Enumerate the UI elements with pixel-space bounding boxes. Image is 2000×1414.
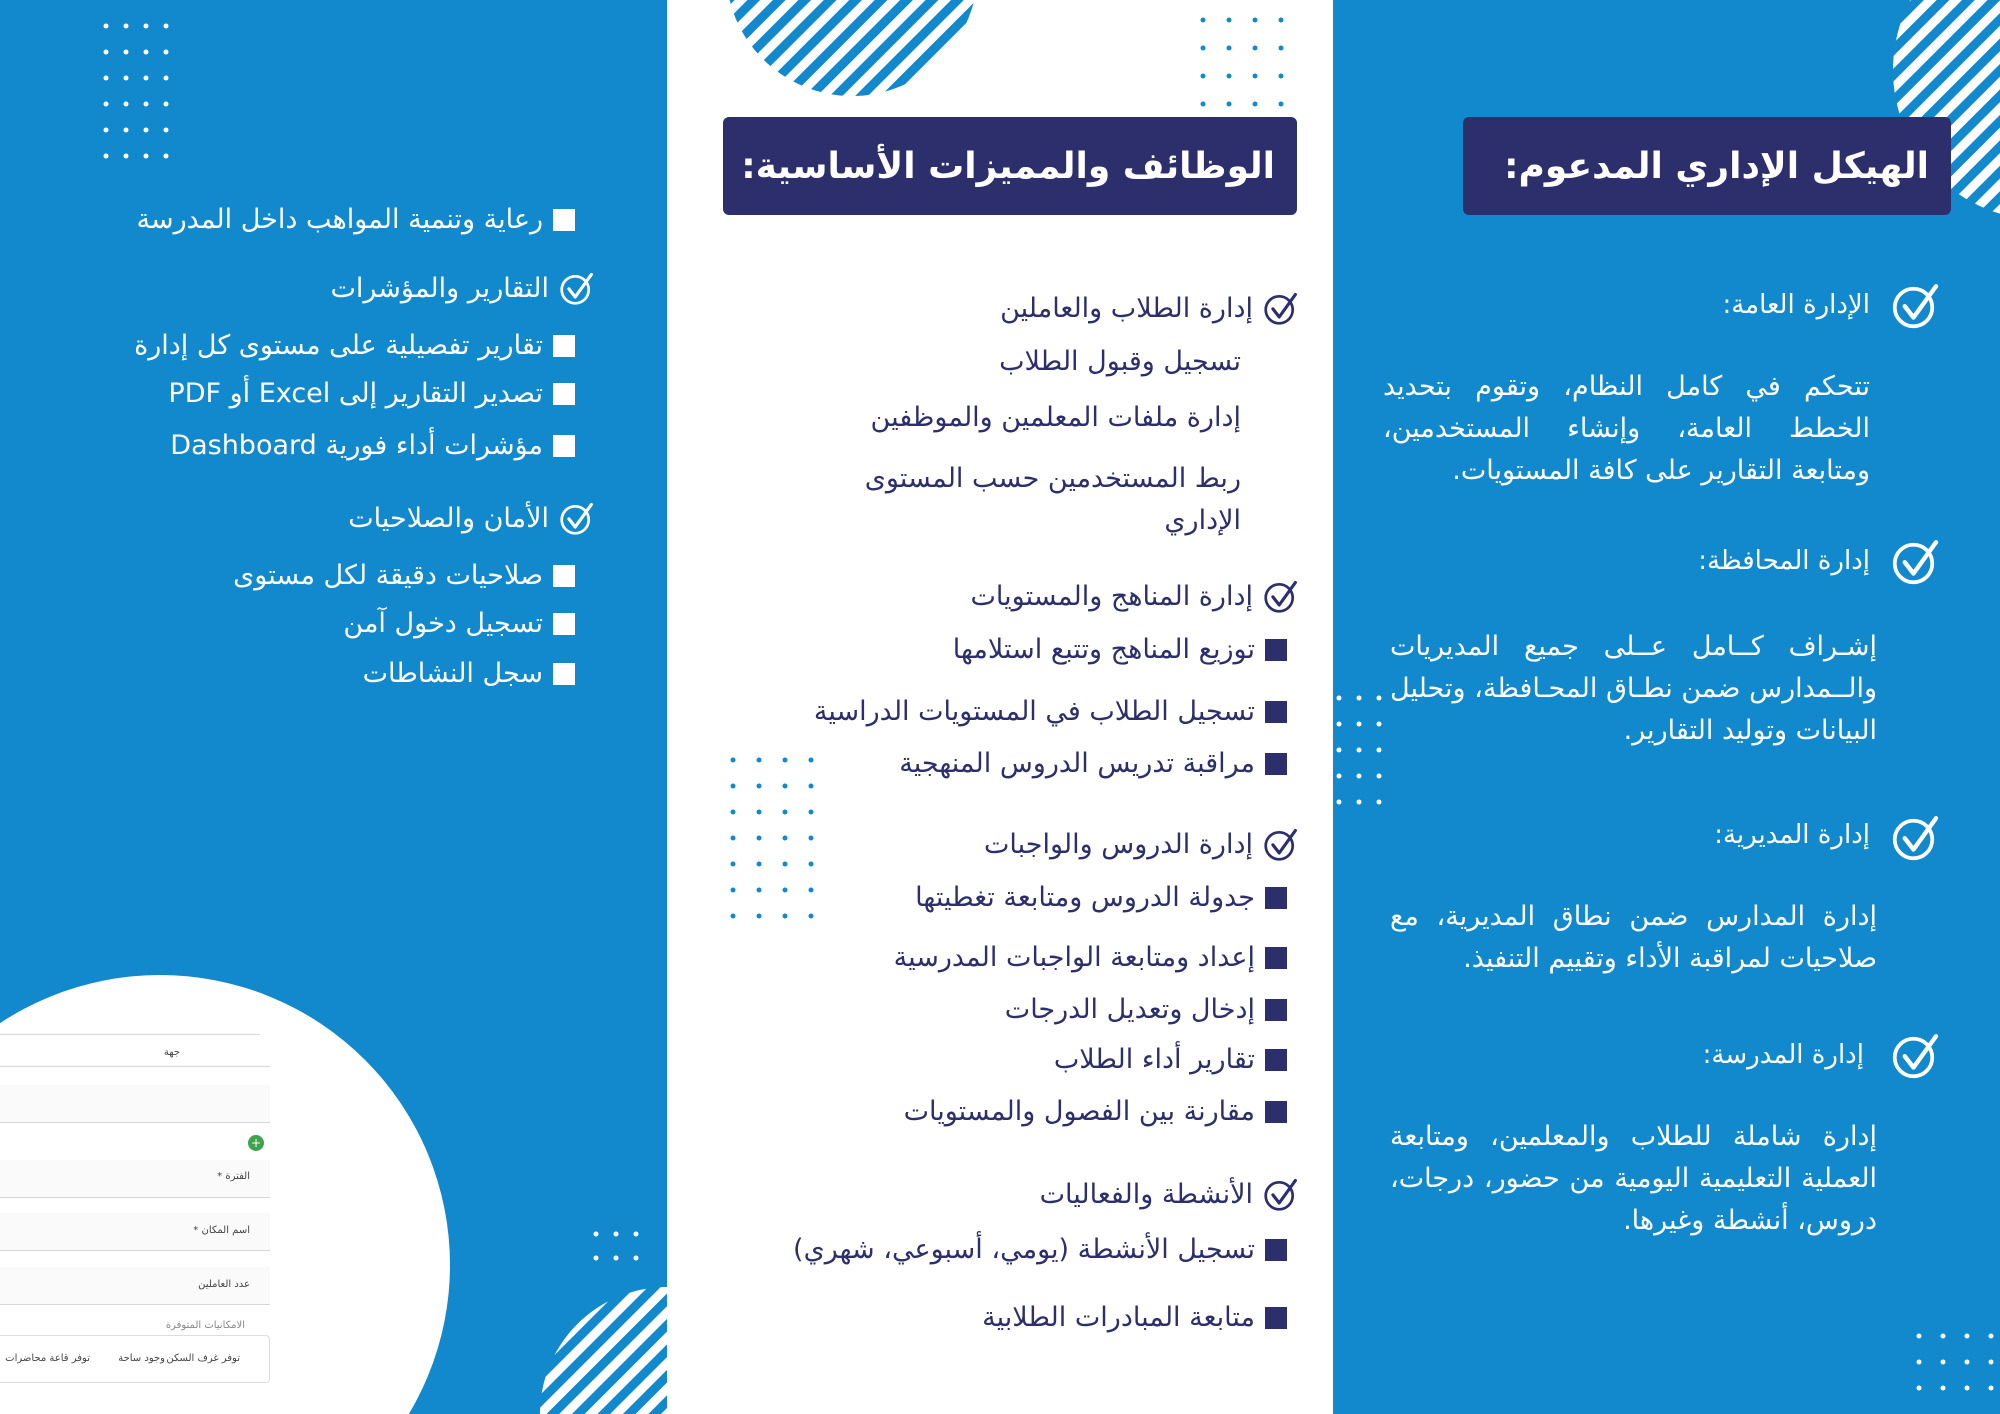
- check-circle-icon: [1891, 280, 1941, 330]
- section-heading: الإدارة العامة:: [1722, 290, 1870, 320]
- square-bullet-icon: [1265, 753, 1287, 775]
- check-circle-icon: [1263, 578, 1299, 614]
- form-label: اسم المكان *: [193, 1225, 250, 1236]
- dot-pattern: [98, 20, 188, 170]
- form-label: عدد العاملين: [198, 1279, 250, 1290]
- form-input: [0, 1085, 270, 1123]
- check-circle-icon: [559, 500, 595, 536]
- list-item: مراقبة تدريس الدروس المنهجية: [899, 748, 1287, 779]
- group-heading: الأنشطة والفعاليات: [1040, 1176, 1299, 1212]
- dot-pattern: [1197, 15, 1307, 115]
- check-circle-icon: [559, 270, 595, 306]
- screenshot-circle: [0, 975, 450, 1414]
- form-row: [0, 1065, 270, 1067]
- section-body: إدارة شاملة للطلاب والمعلمين، ومتابعة العملية التعليمية اليومية من حضور، درجات، دروس، أنشطة وغيرها.: [1390, 1121, 1877, 1236]
- section-body: تتحكم في كامل النظام، وتقوم بتحديد الخطط العامة، وإنشاء المستخدمين، ومتابعة التقارير على كافة المستويات.: [1383, 371, 1870, 486]
- section-heading: إدارة المحافظة:: [1698, 546, 1870, 576]
- dot-pattern: [1913, 1330, 2000, 1414]
- list-item: إدارة ملفات المعلمين والموظفين: [870, 402, 1241, 433]
- list-item: ربط المستخدمين حسب المستوى الإداري: [864, 463, 1241, 536]
- middle-panel: [667, 0, 1333, 1414]
- square-bullet-icon: [553, 209, 575, 231]
- form-label: الفترة *: [217, 1171, 250, 1182]
- section-title: الهيكل الإداري المدعوم:: [1463, 117, 1951, 215]
- striped-circle-decoration: [722, 0, 982, 96]
- section-heading: إدارة المدرسة:: [1702, 1040, 1864, 1070]
- list-item: رعاية وتنمية المواهب داخل المدرسة: [137, 204, 575, 235]
- square-bullet-icon: [553, 565, 575, 587]
- form-mockup: [0, 975, 450, 1414]
- square-bullet-icon: [1265, 1049, 1287, 1071]
- section-body: إشـراف كــامل عــلى جميع المديريات والــمدارس ضمن نطـاق المحـافظة، وتحليل البيانات وتوليد التقارير.: [1390, 631, 1877, 746]
- form-row: [0, 1033, 260, 1035]
- square-bullet-icon: [1265, 1101, 1287, 1123]
- checkbox-label: توفر قاعة محاضرات: [5, 1353, 90, 1364]
- check-circle-icon: [1891, 1030, 1941, 1080]
- square-bullet-icon: [1265, 1239, 1287, 1261]
- square-bullet-icon: [553, 613, 575, 635]
- right-panel: [1333, 0, 2000, 1414]
- left-panel: [0, 0, 667, 1414]
- list-item: جدولة الدروس ومتابعة تغطيتها: [915, 882, 1287, 913]
- dot-pattern: [727, 755, 827, 925]
- add-icon: +: [248, 1135, 264, 1151]
- square-bullet-icon: [553, 435, 575, 457]
- list-item: مؤشرات أداء فورية Dashboard: [170, 430, 575, 461]
- square-bullet-icon: [1265, 947, 1287, 969]
- square-bullet-icon: [1265, 701, 1287, 723]
- list-item: تسجيل وقبول الطلاب: [999, 346, 1241, 377]
- list-item: مقارنة بين الفصول والمستويات: [904, 1096, 1287, 1127]
- form-label: الامكانيات المتوفرة: [165, 1320, 245, 1331]
- check-circle-icon: [1891, 536, 1941, 586]
- list-item: سجل النشاطات: [363, 658, 575, 689]
- check-circle-icon: [1263, 826, 1299, 862]
- checkbox-label: وجود ساحة: [118, 1353, 165, 1364]
- square-bullet-icon: [1265, 887, 1287, 909]
- square-bullet-icon: [553, 383, 575, 405]
- list-item: إدخال وتعديل الدرجات: [1005, 994, 1287, 1025]
- check-circle-icon: [1263, 290, 1299, 326]
- group-heading: إدارة الدروس والواجبات: [984, 826, 1299, 862]
- group-heading: إدارة المناهج والمستويات: [971, 578, 1299, 614]
- group-heading-security: الأمان والصلاحيات: [348, 500, 595, 536]
- group-heading: إدارة الطلاب والعاملين: [1000, 290, 1299, 326]
- square-bullet-icon: [1265, 999, 1287, 1021]
- section-body: إدارة المدارس ضمن نطاق المديرية، مع صلاحيات لمراقبة الأداء وتقييم التنفيذ.: [1390, 901, 1877, 974]
- checkbox-label: توفر غرف السكن: [166, 1353, 240, 1364]
- form-label: جهة: [163, 1047, 180, 1058]
- check-circle-icon: [1891, 812, 1941, 862]
- list-item: تسجيل الطلاب في المستويات الدراسية: [814, 696, 1287, 727]
- section-heading: إدارة المديرية:: [1714, 820, 1870, 850]
- list-item: تسجيل دخول آمن: [343, 608, 575, 639]
- list-item: تسجيل الأنشطة (يومي، أسبوعي، شهري): [793, 1234, 1287, 1265]
- dot-pattern: [590, 1230, 667, 1310]
- square-bullet-icon: [553, 335, 575, 357]
- square-bullet-icon: [553, 663, 575, 685]
- square-bullet-icon: [1265, 1307, 1287, 1329]
- list-item: توزيع المناهج وتتبع استلامها: [953, 634, 1287, 665]
- list-item: تصدير التقارير إلى Excel أو PDF: [168, 378, 575, 409]
- check-circle-icon: [1263, 1176, 1299, 1212]
- square-bullet-icon: [1265, 639, 1287, 661]
- list-item: صلاحيات دقيقة لكل مستوى: [233, 560, 575, 591]
- list-item: متابعة المبادرات الطلابية: [982, 1302, 1287, 1333]
- list-item: إعداد ومتابعة الواجبات المدرسية: [894, 942, 1287, 973]
- list-item: تقارير أداء الطلاب: [1054, 1044, 1287, 1075]
- list-item: تقارير تفصيلية على مستوى كل إدارة: [134, 330, 575, 361]
- group-heading-reports: التقارير والمؤشرات: [330, 270, 595, 306]
- dot-pattern: [1333, 690, 1393, 830]
- section-title: الوظائف والمميزات الأساسية:: [723, 117, 1297, 215]
